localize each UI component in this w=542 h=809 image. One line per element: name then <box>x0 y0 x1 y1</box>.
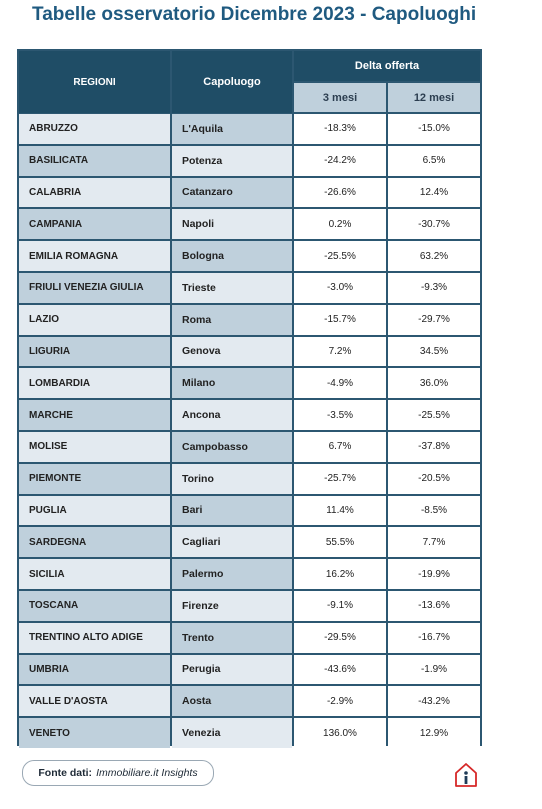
header-3-mesi: 3 mesi <box>294 83 386 112</box>
cell-regione: BASILICATA <box>19 146 170 176</box>
table-row <box>19 305 480 335</box>
cell-12-mesi: -16.7% <box>388 623 480 653</box>
cell-3-mesi: 16.2% <box>294 559 386 589</box>
cell-12-mesi: -37.8% <box>388 432 480 462</box>
cell-regione: TRENTINO ALTO ADIGE <box>19 623 170 653</box>
cell-12-mesi: -20.5% <box>388 464 480 494</box>
cell-3-mesi: -25.5% <box>294 241 386 271</box>
table-row <box>19 241 480 271</box>
cell-capoluogo: Genova <box>172 337 292 367</box>
house-logo-icon <box>455 763 477 787</box>
cell-3-mesi: -2.9% <box>294 686 386 716</box>
table-row <box>19 686 480 716</box>
cell-capoluogo: Campobasso <box>172 432 292 462</box>
cell-3-mesi: -3.0% <box>294 273 386 303</box>
cell-3-mesi: 6.7% <box>294 432 386 462</box>
cell-regione: VALLE D'AOSTA <box>19 686 170 716</box>
cell-12-mesi: 7.7% <box>388 527 480 557</box>
cell-3-mesi: 7.2% <box>294 337 386 367</box>
cell-12-mesi: -13.6% <box>388 591 480 621</box>
table-row <box>19 432 480 462</box>
cell-3-mesi: -43.6% <box>294 655 386 685</box>
cell-regione: UMBRIA <box>19 655 170 685</box>
cell-capoluogo: Bari <box>172 496 292 526</box>
cell-regione: CAMPANIA <box>19 209 170 239</box>
cell-3-mesi: -4.9% <box>294 368 386 398</box>
cell-capoluogo: Ancona <box>172 400 292 430</box>
cell-regione: ABRUZZO <box>19 114 170 144</box>
header-regioni: REGIONI <box>19 51 170 113</box>
cell-regione: LIGURIA <box>19 337 170 367</box>
cell-regione: LAZIO <box>19 305 170 335</box>
table-row <box>19 559 480 589</box>
source-value: Immobiliare.it Insights <box>96 767 198 779</box>
page-title: Tabelle osservatorio Dicembre 2023 - Capoluoghi <box>32 4 477 25</box>
table-row <box>19 146 480 176</box>
cell-regione: CALABRIA <box>19 178 170 208</box>
cell-capoluogo: Napoli <box>172 209 292 239</box>
cell-3-mesi: -9.1% <box>294 591 386 621</box>
cell-regione: FRIULI VENEZIA GIULIA <box>19 273 170 303</box>
cell-regione: EMILIA ROMAGNA <box>19 241 170 271</box>
cell-capoluogo: Roma <box>172 305 292 335</box>
cell-regione: MARCHE <box>19 400 170 430</box>
cell-3-mesi: -26.6% <box>294 178 386 208</box>
cell-3-mesi: -29.5% <box>294 623 386 653</box>
data-table <box>17 49 482 746</box>
cell-12-mesi: -30.7% <box>388 209 480 239</box>
cell-12-mesi: -1.9% <box>388 655 480 685</box>
cell-regione: SARDEGNA <box>19 527 170 557</box>
source-label: Fonte dati: <box>38 767 93 779</box>
cell-12-mesi: -29.7% <box>388 305 480 335</box>
table-row <box>19 209 480 239</box>
cell-12-mesi: 12.4% <box>388 178 480 208</box>
table-row <box>19 496 480 526</box>
cell-3-mesi: -15.7% <box>294 305 386 335</box>
cell-capoluogo: Firenze <box>172 591 292 621</box>
cell-12-mesi: -19.9% <box>388 559 480 589</box>
table-row <box>19 273 480 303</box>
cell-12-mesi: 34.5% <box>388 337 480 367</box>
cell-capoluogo: L'Aquila <box>172 114 292 144</box>
cell-3-mesi: -25.7% <box>294 464 386 494</box>
cell-capoluogo: Cagliari <box>172 527 292 557</box>
table-row <box>19 718 480 748</box>
table-row <box>19 400 480 430</box>
cell-capoluogo: Trento <box>172 623 292 653</box>
header-capoluogo: Capoluogo <box>172 51 292 113</box>
cell-capoluogo: Palermo <box>172 559 292 589</box>
table-row <box>19 623 480 653</box>
header-12-mesi: 12 mesi <box>388 83 480 112</box>
cell-12-mesi: -8.5% <box>388 496 480 526</box>
cell-3-mesi: 136.0% <box>294 718 386 748</box>
cell-3-mesi: 0.2% <box>294 209 386 239</box>
cell-capoluogo: Potenza <box>172 146 292 176</box>
table-row <box>19 178 480 208</box>
cell-regione: PUGLIA <box>19 496 170 526</box>
cell-capoluogo: Torino <box>172 464 292 494</box>
cell-capoluogo: Milano <box>172 368 292 398</box>
table-row <box>19 337 480 367</box>
table-row <box>19 464 480 494</box>
cell-regione: PIEMONTE <box>19 464 170 494</box>
cell-regione: SICILIA <box>19 559 170 589</box>
table-body <box>19 114 480 750</box>
cell-capoluogo: Venezia <box>172 718 292 748</box>
cell-regione: VENETO <box>19 718 170 748</box>
table-row <box>19 527 480 557</box>
cell-12-mesi: -43.2% <box>388 686 480 716</box>
cell-3-mesi: 55.5% <box>294 527 386 557</box>
cell-3-mesi: -3.5% <box>294 400 386 430</box>
cell-capoluogo: Bologna <box>172 241 292 271</box>
cell-12-mesi: 63.2% <box>388 241 480 271</box>
table-row <box>19 368 480 398</box>
cell-12-mesi: 12.9% <box>388 718 480 748</box>
cell-capoluogo: Aosta <box>172 686 292 716</box>
cell-3-mesi: -24.2% <box>294 146 386 176</box>
cell-regione: LOMBARDIA <box>19 368 170 398</box>
cell-regione: TOSCANA <box>19 591 170 621</box>
cell-12-mesi: 6.5% <box>388 146 480 176</box>
cell-capoluogo: Catanzaro <box>172 178 292 208</box>
cell-12-mesi: 36.0% <box>388 368 480 398</box>
table-row <box>19 655 480 685</box>
cell-3-mesi: -18.3% <box>294 114 386 144</box>
table-row <box>19 591 480 621</box>
cell-12-mesi: -9.3% <box>388 273 480 303</box>
cell-12-mesi: -25.5% <box>388 400 480 430</box>
source-badge <box>22 760 214 786</box>
header-delta-offerta: Delta offerta <box>294 51 480 81</box>
cell-12-mesi: -15.0% <box>388 114 480 144</box>
cell-capoluogo: Perugia <box>172 655 292 685</box>
cell-3-mesi: 11.4% <box>294 496 386 526</box>
cell-regione: MOLISE <box>19 432 170 462</box>
table-row <box>19 114 480 144</box>
cell-capoluogo: Trieste <box>172 273 292 303</box>
